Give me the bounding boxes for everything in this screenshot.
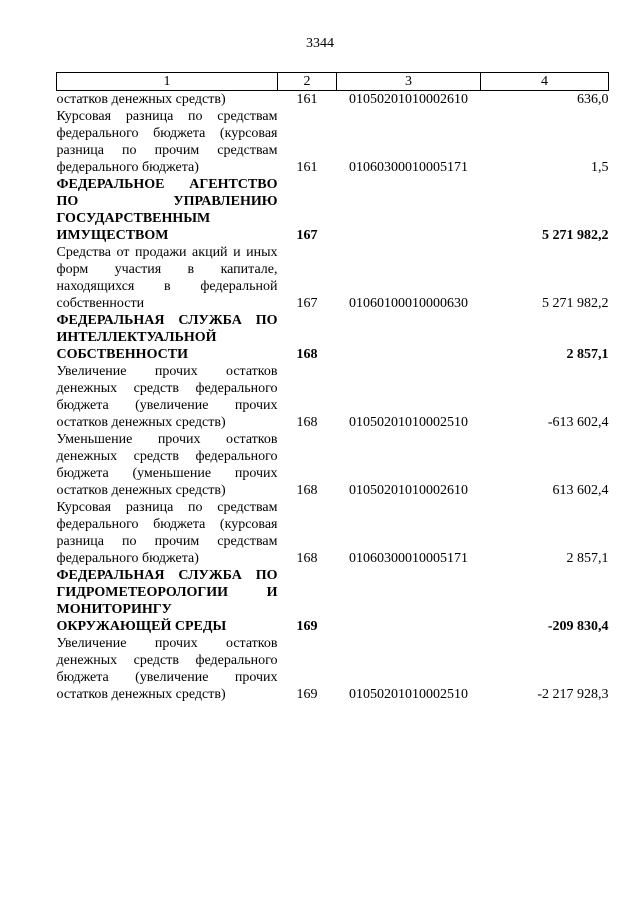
row-code: 168 (296, 347, 318, 362)
table-row (57, 108, 609, 176)
row-kbk (337, 312, 481, 363)
table-header (57, 73, 609, 91)
row-name: Средства от продажи акций и иных форм участия в капитале, находящихся в федеральной собственности (56, 245, 278, 311)
row-amount: 2 857,1 (566, 347, 609, 362)
row-kbk: 01050201010002610 (349, 483, 468, 498)
row-kbk: 01050201010002610 (349, 92, 468, 107)
row-kbk (337, 567, 481, 635)
row-code: 168 (296, 551, 318, 566)
row-name: ФЕДЕРАЛЬНАЯ СЛУЖБА ПО ИНТЕЛЛЕКТУАЛЬНОЙ СОБСТВЕННОСТИ (56, 313, 278, 362)
table-row (57, 567, 609, 635)
row-name: Уменьшение прочих остатков денежных средств федерального бюджета (уменьшение прочих остатков денежных средств) (56, 432, 278, 498)
row-amount: 5 271 982,2 (542, 228, 609, 243)
header-col-4: 4 (481, 73, 609, 91)
table-row (57, 312, 609, 363)
row-code: 168 (296, 483, 318, 498)
table-row (57, 431, 609, 499)
row-amount: -613 602,4 (547, 415, 609, 430)
row-amount: -2 217 928,3 (537, 687, 609, 702)
row-code: 169 (296, 619, 318, 634)
table-row (57, 91, 609, 109)
table-row (57, 244, 609, 312)
row-name: ФЕДЕРАЛЬНАЯ СЛУЖБА ПО ГИДРОМЕТЕОРОЛОГИИ И МОНИТОРИНГУ ОКРУЖАЮЩЕЙ СРЕДЫ (56, 568, 278, 634)
table-row (57, 176, 609, 244)
row-code: 167 (296, 296, 318, 311)
table-row (57, 363, 609, 431)
header-col-1: 1 (57, 73, 278, 91)
header-col-3: 3 (337, 73, 481, 91)
row-kbk: 01050201010002510 (349, 687, 468, 702)
row-code: 167 (296, 228, 318, 243)
row-code: 168 (296, 415, 318, 430)
row-kbk (337, 176, 481, 244)
row-kbk: 01060100010000630 (349, 296, 468, 311)
table-row (57, 499, 609, 567)
row-name: Курсовая разница по средствам федерального бюджета (курсовая разница по прочим средствам федерального бюджета) (56, 500, 278, 566)
row-name: остатков денежных средств) (56, 92, 226, 107)
table-row (57, 635, 609, 703)
row-code: 161 (296, 92, 318, 107)
row-code: 161 (296, 160, 318, 175)
row-amount: -209 830,4 (547, 619, 609, 634)
row-kbk: 01060300010005171 (349, 551, 468, 566)
row-amount: 2 857,1 (566, 551, 609, 566)
table-body (57, 91, 609, 704)
row-kbk: 01050201010002510 (349, 415, 468, 430)
row-code: 169 (296, 687, 318, 702)
row-kbk: 01060300010005171 (349, 160, 468, 175)
page-number: 3344 (306, 36, 334, 51)
row-name: Курсовая разница по средствам федерального бюджета (курсовая разница по прочим средствам федерального бюджета) (56, 109, 278, 175)
row-name: Увеличение прочих остатков денежных средств федерального бюджета (увеличение прочих остатков денежных средств) (56, 636, 278, 702)
row-amount: 636,0 (577, 92, 609, 107)
row-name: Увеличение прочих остатков денежных средств федерального бюджета (увеличение прочих остатков денежных средств) (56, 364, 278, 430)
row-amount: 5 271 982,2 (542, 296, 609, 311)
row-amount: 613 602,4 (552, 483, 609, 498)
row-name: ФЕДЕРАЛЬНОЕ АГЕНТСТВО ПО УПРАВЛЕНИЮ ГОСУДАРСТВЕННЫМ ИМУЩЕСТВОМ (56, 177, 278, 243)
budget-table (56, 72, 609, 703)
row-amount: 1,5 (591, 160, 609, 175)
header-col-2: 2 (278, 73, 337, 91)
